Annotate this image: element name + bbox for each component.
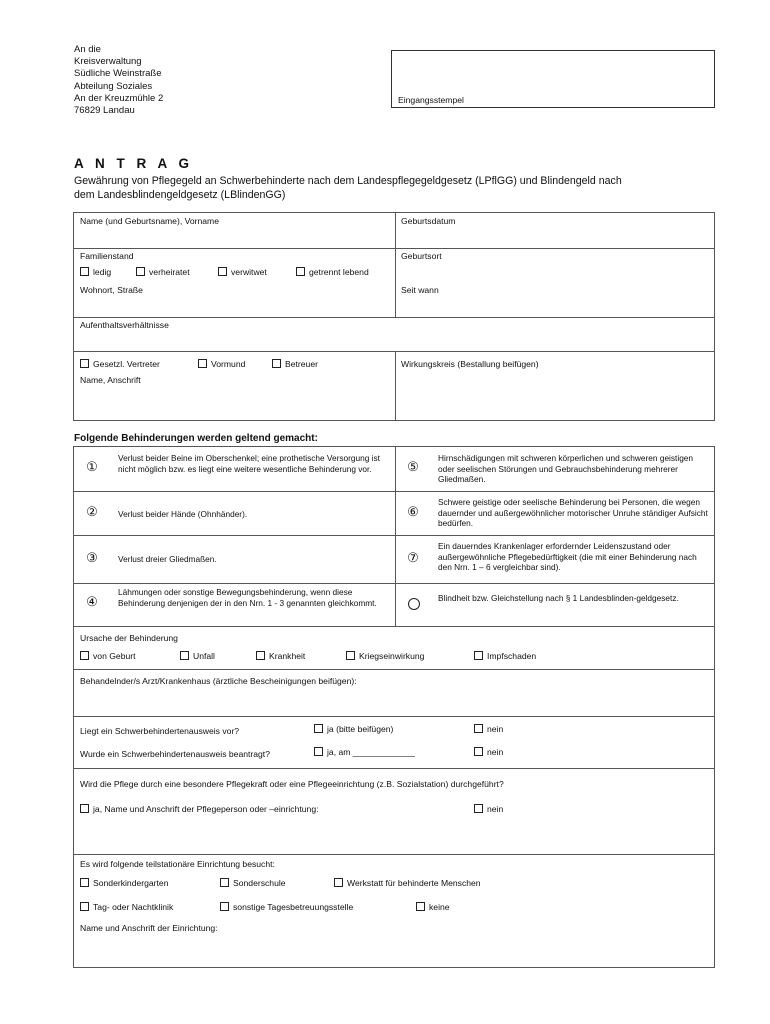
checkbox-icon[interactable] (220, 878, 229, 887)
personal-data-table (73, 212, 715, 421)
checkbox-icon[interactable] (474, 804, 483, 813)
checkbox-icon[interactable] (80, 902, 89, 911)
rep-option-legal[interactable]: Gesetzl. Vertreter (80, 359, 160, 369)
checkbox-icon[interactable] (80, 651, 89, 660)
marital-status-label: Familienstand (80, 251, 134, 261)
form-title: A N T R A G (74, 156, 193, 171)
disabilities-table (73, 446, 715, 627)
item-number: ⑥ (407, 504, 419, 519)
checkbox-icon[interactable] (346, 651, 355, 660)
checkbox-icon[interactable] (314, 747, 323, 756)
item-number: ② (86, 504, 98, 519)
checkbox-icon[interactable] (198, 359, 207, 368)
address-line: Kreisverwaltung (74, 56, 142, 68)
checkbox-icon[interactable] (314, 724, 323, 733)
residence-status-field[interactable]: Aufenthaltsverhältnisse (80, 320, 169, 330)
checkbox-icon[interactable] (416, 902, 425, 911)
cause-option-accident[interactable]: Unfall (180, 651, 215, 661)
checkbox-icon[interactable] (80, 267, 89, 276)
marital-option-married[interactable]: verheiratet (136, 267, 190, 277)
checkbox-icon[interactable] (474, 747, 483, 756)
facility-option-none[interactable]: keine (416, 902, 450, 912)
checkbox-icon[interactable] (256, 651, 265, 660)
address-line: An die (74, 44, 101, 55)
disability-item-3[interactable]: Verlust dreier Gliedmaßen. (118, 554, 217, 564)
checkbox-icon[interactable] (296, 267, 305, 276)
cause-option-war[interactable]: Kriegseinwirkung (346, 651, 424, 661)
residence-address-field[interactable]: Wohnort, Straße (80, 285, 143, 295)
receipt-stamp-box (391, 50, 715, 108)
checkbox-icon[interactable] (474, 724, 483, 733)
stamp-label: Eingangsstempel (398, 95, 464, 105)
facility-option-workshop[interactable]: Werkstatt für behinderte Menschen (334, 878, 481, 888)
cause-label: Ursache der Behinderung (80, 633, 178, 643)
id-card-applied-no[interactable]: nein (474, 747, 503, 757)
disability-item-blind[interactable]: Blindheit bzw. Gleichstellung nach § 1 Landesblinden-geldgesetz. (438, 593, 679, 603)
disability-item-2[interactable]: Verlust beider Hände (Ohnhänder). (118, 509, 248, 519)
recipient-address (74, 44, 163, 117)
facility-option-clinic[interactable]: Tag- oder Nachtklinik (80, 902, 173, 912)
facility-option-school[interactable]: Sonderschule (220, 878, 286, 888)
disability-item-6[interactable]: Schwere geistige oder seelische Behinderung bei Personen, die wegen dauernder und außergewöhnlicher motorischer Unruhe ständiger Aufsicht bedürfen. (438, 497, 708, 529)
details-table (73, 626, 715, 968)
care-no[interactable]: nein (474, 804, 503, 814)
facility-label: Es wird folgende teilstationäre Einrichtung besucht: (80, 859, 275, 869)
checkbox-icon[interactable] (474, 651, 483, 660)
birthplace-field[interactable]: Geburtsort (401, 251, 442, 261)
item-number: ① (86, 459, 98, 474)
cause-option-vaccine[interactable]: Impfschaden (474, 651, 536, 661)
scope-field[interactable]: Wirkungskreis (Bestallung beifügen) (401, 359, 539, 369)
checkbox-icon[interactable] (218, 267, 227, 276)
address-line: Südliche Weinstraße (74, 68, 162, 80)
checkbox-icon[interactable] (80, 359, 89, 368)
doctor-field[interactable]: Behandelnder/s Arzt/Krankenhaus (ärztliche Bescheinigungen beifügen): (80, 676, 357, 686)
id-card-yes[interactable]: ja (bitte beifügen) (314, 724, 393, 734)
id-card-applied-yes[interactable]: ja, am _____________ (314, 747, 415, 757)
cause-option-birth[interactable]: von Geburt (80, 651, 136, 661)
id-card-question: Liegt ein Schwerbehindertenausweis vor? (80, 726, 240, 736)
checkbox-icon[interactable] (80, 804, 89, 813)
rep-option-caretaker[interactable]: Betreuer (272, 359, 318, 369)
address-line: Abteilung Soziales (74, 80, 153, 92)
disability-item-7[interactable]: Ein dauerndes Krankenlager erfordernder Leidenszustand oder außergewöhnliche Pflegebedürftigkeit (die mit einer Behinderung nach den Nrn. 1 – 6 vergleichbar sind). (438, 541, 697, 573)
disability-item-4[interactable]: Lähmungen oder sonstige Bewegungsbehinderung, wenn diese Behinderung denjenigen der in den Nrn. 1 - 3 genannten gleichkommt. (118, 587, 377, 608)
item-number: ③ (86, 550, 98, 565)
disabilities-heading: Folgende Behinderungen werden geltend gemacht: (74, 433, 318, 444)
facility-option-daycare[interactable]: sonstige Tagesbetreuungsstelle (220, 902, 353, 912)
facility-name-field[interactable]: Name und Anschrift der Einrichtung: (80, 923, 218, 933)
birthdate-field[interactable]: Geburtsdatum (401, 216, 456, 226)
disability-item-1[interactable]: Verlust beider Beine im Oberschenkel; eine prothetische Versorgung ist nicht möglich bzw. es liegt eine weitere wesentliche Behinderung vor. (118, 453, 380, 474)
marital-option-single[interactable]: ledig (80, 267, 111, 277)
radio-circle-icon[interactable] (408, 598, 420, 610)
care-question: Wird die Pflege durch eine besondere Pflegekraft oder eine Pflegeeinrichtung (z.B. Sozialstation) durchgeführt? (80, 779, 504, 789)
checkbox-icon[interactable] (80, 878, 89, 887)
disability-item-5[interactable]: Hirnschädigungen mit schweren körperlichen und schweren geistigen oder seelischen Störungen und Gebrauchsbehinderung mehrerer Gliedmaßen. (438, 453, 694, 485)
id-card-applied-question: Wurde ein Schwerbehindertenausweis beantragt? (80, 749, 270, 759)
item-number: ④ (86, 594, 98, 609)
marital-option-widowed[interactable]: verwitwet (218, 267, 267, 277)
address-line: An der Kreuzmühle 2 (74, 92, 164, 104)
checkbox-icon[interactable] (334, 878, 343, 887)
item-number: ⑤ (407, 459, 419, 474)
form-subtitle: Gewährung von Pflegegeld an Schwerbehinderte nach dem Landespflegegeldgesetz (LPflGG) und Blindengeld nach dem Landesblindengeldgesetz (LBlindenGG) (74, 175, 622, 201)
checkbox-icon[interactable] (220, 902, 229, 911)
checkbox-icon[interactable] (136, 267, 145, 276)
name-field[interactable]: Name (und Geburtsname), Vorname (80, 216, 219, 226)
cause-option-illness[interactable]: Krankheit (256, 651, 305, 661)
care-yes[interactable]: ja, Name und Anschrift der Pflegeperson oder –einrichtung: (80, 804, 318, 814)
rep-option-guardian[interactable]: Vormund (198, 359, 245, 369)
id-card-no[interactable]: nein (474, 724, 503, 734)
checkbox-icon[interactable] (272, 359, 281, 368)
since-field[interactable]: Seit wann (401, 285, 439, 295)
rep-name-field[interactable]: Name, Anschrift (80, 375, 141, 385)
marital-option-separated[interactable]: getrennt lebend (296, 267, 369, 277)
item-number: ⑦ (407, 550, 419, 565)
facility-option-kindergarten[interactable]: Sonderkindergarten (80, 878, 169, 888)
address-line: 76829 Landau (74, 105, 135, 117)
checkbox-icon[interactable] (180, 651, 189, 660)
